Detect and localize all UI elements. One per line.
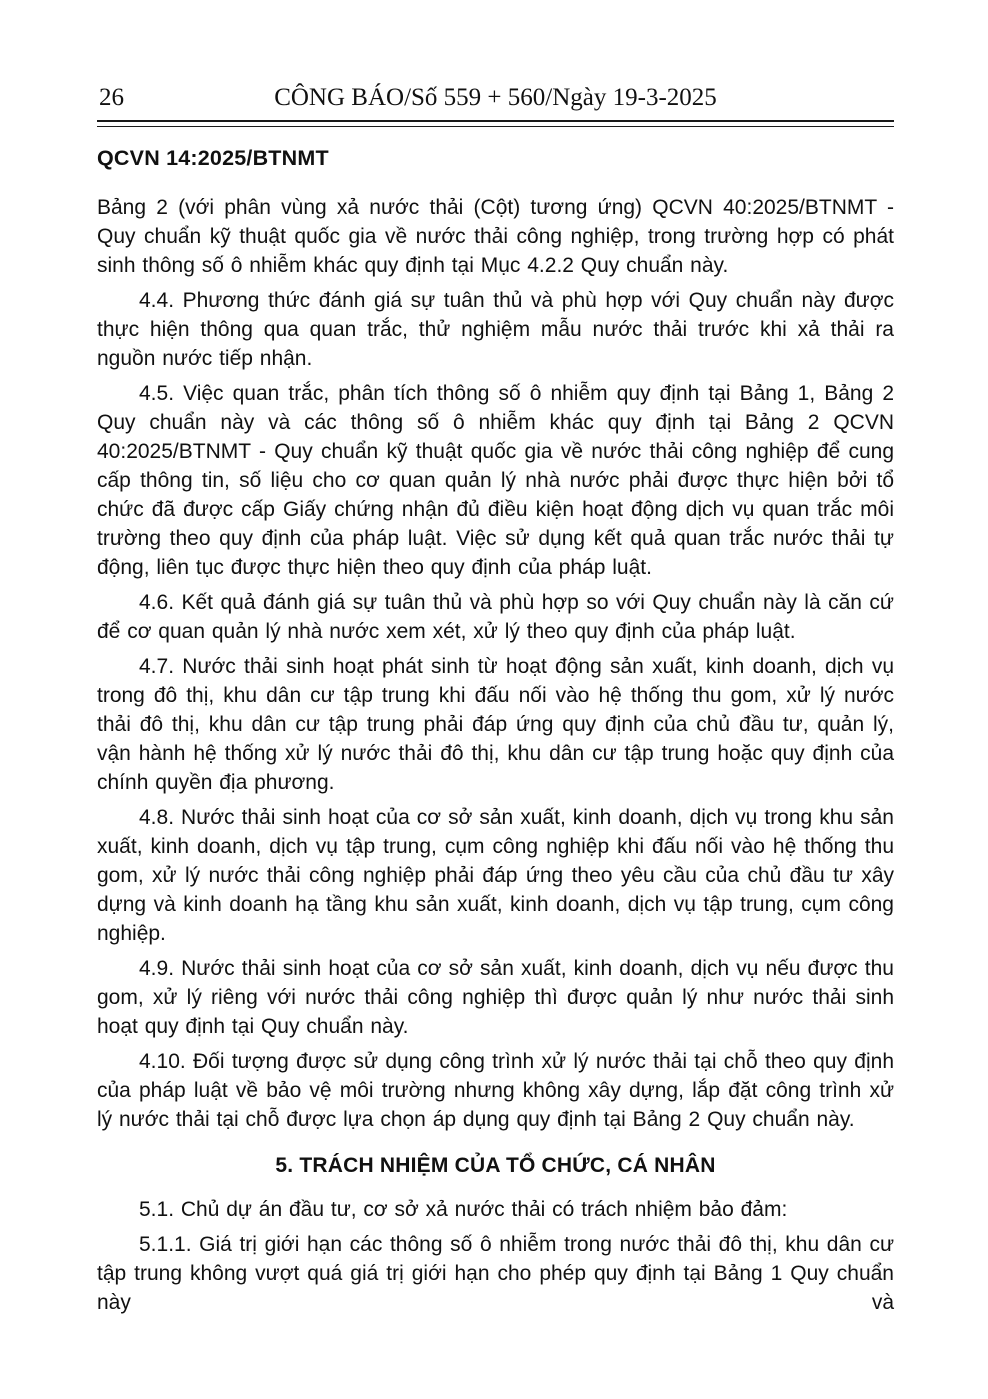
- paragraph-4-6: 4.6. Kết quả đánh giá sự tuân thủ và phù hợp so với Quy chuẩn này là căn cứ để cơ quan quản lý nhà nước xem xét, xử lý theo quy định của pháp luật.: [97, 591, 894, 643]
- document-code: QCVN 14:2025/BTNMT: [97, 146, 329, 170]
- paragraph-4-5: 4.5. Việc quan trắc, phân tích thông số ô nhiễm quy định tại Bảng 1, Bảng 2 Quy chuẩn này và các thông số ô nhiễm khác quy định tại Bảng 2 QCVN 40:2025/BTNMT - Quy chuẩn kỹ thuật quốc gia về nước thải công nghiệp để cung cấp thông tin, số liệu cho cơ quan quản lý nhà nước phải được thực hiện bởi tổ chức đã được cấp Giấy chứng nhận đủ điều kiện hoạt động dịch vụ quan trắc môi trường theo quy định của pháp luật. Việc sử dụng kết quả quan trắc nước thải tự động, liên tục được thực hiện theo quy định của pháp luật.: [97, 382, 894, 579]
- paragraph-4-4: 4.4. Phương thức đánh giá sự tuân thủ và phù hợp với Quy chuẩn này được thực hiện thông qua quan trắc, thử nghiệm mẫu nước thải trước khi xả thải ra nguồn nước tiếp nhận.: [97, 289, 894, 370]
- page-number: 26: [99, 84, 124, 111]
- paragraph-4-9: 4.9. Nước thải sinh hoạt của cơ sở sản xuất, kinh doanh, dịch vụ nếu được thu gom, xử lý riêng với nước thải công nghiệp thì được quản lý như nước thải sinh hoạt quy định tại Quy chuẩn này.: [97, 957, 894, 1038]
- running-header: [97, 84, 894, 114]
- paragraph-4-10: 4.10. Đối tượng được sử dụng công trình xử lý nước thải tại chỗ theo quy định của pháp luật về bảo vệ môi trường nhưng không xây dựng, lắp đặt công trình xử lý nước thải tại chỗ được lựa chọn áp dụng quy định tại Bảng 2 Quy chuẩn này.: [97, 1050, 894, 1131]
- header-double-rule: [97, 120, 894, 127]
- paragraph-4-7: 4.7. Nước thải sinh hoạt phát sinh từ hoạt động sản xuất, kinh doanh, dịch vụ trong đô thị, khu dân cư tập trung khi đấu nối vào hệ thống thu gom, xử lý nước thải đô thị, khu dân cư tập trung phải đáp ứng quy định của chủ đầu tư, quản lý, vận hành hệ thống xử lý nước thải đô thị, khu dân cư tập trung hoặc quy định của chính quyền địa phương.: [97, 655, 894, 794]
- paragraph-4-8: 4.8. Nước thải sinh hoạt của cơ sở sản xuất, kinh doanh, dịch vụ trong khu sản xuất, kinh doanh, dịch vụ tập trung, cụm công nghiệp khi đấu nối vào hệ thống thu gom, xử lý nước thải công nghiệp phải đáp ứng theo yêu cầu của chủ đầu tư xây dựng và kinh doanh hạ tầng khu sản xuất, kinh doanh, dịch vụ tập trung, cụm công nghiệp.: [97, 806, 894, 945]
- section-5-heading: 5. TRÁCH NHIỆM CỦA TỔ CHỨC, CÁ NHÂN: [275, 1154, 716, 1177]
- paragraph-5-1: 5.1. Chủ dự án đầu tư, cơ sở xả nước thải có trách nhiệm bảo đảm:: [139, 1198, 788, 1221]
- paragraph-5-1-1: 5.1.1. Giá trị giới hạn các thông số ô nhiễm trong nước thải đô thị, khu dân cư tập trung không vượt quá giá trị giới hạn cho phép quy định tại Bảng 1 Quy chuẩn này và: [97, 1233, 894, 1314]
- document-body: [97, 193, 894, 1317]
- gazette-title: CÔNG BÁO/Số 559 + 560/Ngày 19-3-2025: [274, 84, 717, 111]
- paragraph-continuation: Bảng 2 (với phân vùng xả nước thải (Cột) tương ứng) QCVN 40:2025/BTNMT - Quy chuẩn kỹ thuật quốc gia về nước thải công nghiệp, trong trường hợp có phát sinh thông số ô nhiễm khác quy định tại Mục 4.2.2 Quy chuẩn này.: [97, 196, 894, 277]
